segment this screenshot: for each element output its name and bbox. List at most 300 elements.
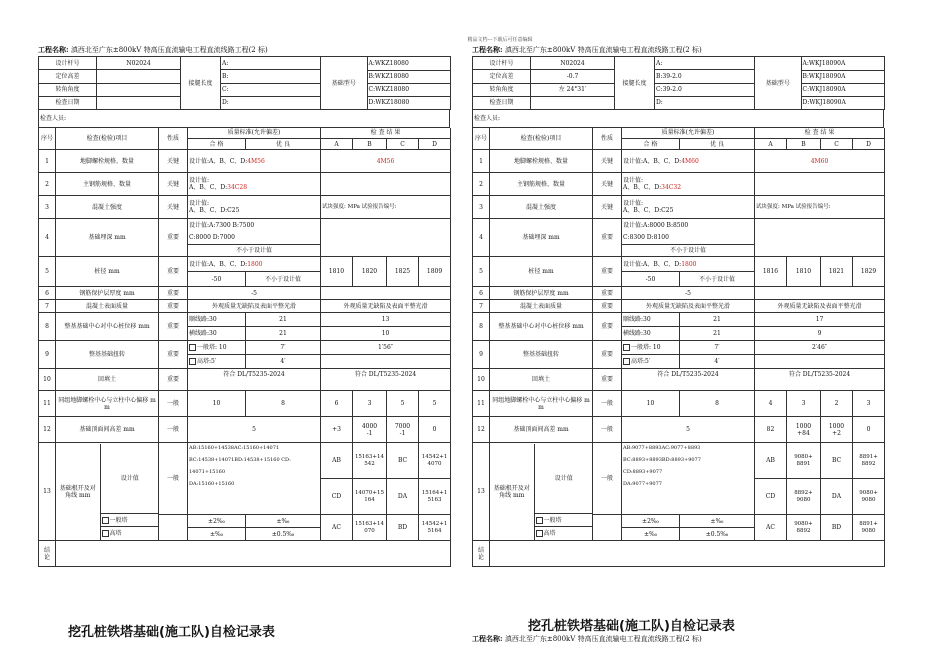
type-d: D:WKJ18090A — [802, 99, 846, 107]
row12-result-d: 0 — [853, 417, 885, 443]
row13-no: 13 — [473, 443, 490, 541]
row8-no: 8 — [39, 313, 56, 341]
watermark-text: 精品文档---下载后可任意编辑 — [467, 37, 533, 43]
row1-result: 4M56 — [321, 150, 451, 173]
row2-result — [755, 173, 885, 196]
label-check-date: 检查日期 — [39, 96, 97, 109]
row13-bd-label: BD — [821, 515, 853, 541]
row13-ab-label: AB — [755, 443, 787, 479]
row5-qualified: -50 — [622, 272, 680, 287]
row4-item: 基础埋深 mm — [490, 219, 593, 257]
foundation-type-cell — [321, 57, 451, 110]
row13-item-inner — [490, 444, 593, 540]
row9-high-label: 高塔:5′ — [631, 358, 651, 365]
label-inspector: 检查人员: — [473, 110, 884, 127]
row11-result-b: 3 — [353, 391, 387, 417]
row12-result-a: 82 — [755, 417, 787, 443]
checkbox-icon[interactable] — [536, 530, 543, 537]
foundation-type-inner — [321, 57, 451, 109]
row3-nature: 关键 — [593, 196, 622, 219]
row9-normal-excellent: 7′ — [246, 341, 321, 355]
row3-item: 混凝土强度 — [490, 196, 593, 219]
row12-nature: 一般 — [593, 417, 622, 443]
row9-high-excellent: 4′ — [246, 355, 321, 369]
row7-nature: 重要 — [159, 300, 188, 313]
row3-item: 混凝土强度 — [56, 196, 159, 219]
row12-nature: 一般 — [159, 417, 188, 443]
type-d: D:WKZ18080 — [368, 99, 410, 107]
row9-high-label: 高塔:5′ — [197, 358, 217, 365]
row10-nature: 重要 — [593, 369, 622, 391]
row13-bc-value: 14542+1 4070 — [419, 443, 451, 479]
row5-excellent: 不小于设计值 — [246, 272, 321, 287]
row6-result — [755, 287, 885, 300]
row13-item: 基础根开及对角线 mm — [56, 444, 100, 540]
row4-nature: 重要 — [593, 219, 622, 257]
row10-item: 回填土 — [490, 369, 593, 391]
row2-no: 2 — [39, 173, 56, 196]
row6-no: 6 — [473, 287, 490, 300]
row4-item: 基础埋深 mm — [56, 219, 159, 257]
row1-nature: 关键 — [159, 150, 188, 173]
row12-no: 12 — [473, 417, 490, 443]
row2-nature: 关键 — [159, 173, 188, 196]
row13-da-label: DA — [821, 479, 853, 515]
value-angle: 左 24°31′ — [531, 83, 615, 96]
label-position-elev: 定位高差 — [39, 70, 97, 83]
row5-design-label: 设计值:A、B、C、D: — [189, 260, 248, 268]
head-b: B — [787, 139, 821, 150]
inspection-sheet-right — [472, 44, 884, 567]
row4-design-line1: 设计值:A:7300 B:7500 — [188, 219, 321, 232]
row1-no: 1 — [473, 150, 490, 173]
row8-item: 整基基础中心对中心桩位移 mm — [56, 313, 159, 341]
row1-standard — [188, 150, 321, 173]
row4-standard: 不小于设计值 — [622, 245, 755, 257]
row1-standard — [622, 150, 755, 173]
row9-high-qualified — [622, 355, 680, 369]
row12-result-d: 0 — [419, 417, 451, 443]
label-check-date: 检查日期 — [473, 96, 531, 109]
row4-standard: 不小于设计值 — [188, 245, 321, 257]
row3-standard — [188, 196, 321, 219]
row7-nature: 重要 — [593, 300, 622, 313]
row11-result-b: 3 — [787, 391, 821, 417]
inspection-table-header — [472, 56, 885, 110]
checkbox-icon[interactable] — [189, 344, 196, 351]
row1-item: 地脚螺栓规格、数量 — [490, 150, 593, 173]
row11-result-d: 5 — [419, 391, 451, 417]
form-title-left: 挖孔桩铁塔基础(施工队)自检记录表 — [68, 625, 275, 640]
project-name: 滇西北至广东±800kV 特高压直流输电工程直流线路工程(2 标) — [70, 46, 268, 54]
type-a: A:WKJ18090A — [801, 57, 885, 70]
row13-nature: 一般 — [159, 443, 188, 515]
inspection-table-body — [472, 128, 885, 568]
checkbox-icon[interactable] — [536, 517, 543, 524]
row6-nature: 重要 — [593, 287, 622, 300]
row13-cd-label: CD — [321, 479, 353, 515]
row4-result — [321, 219, 451, 257]
row7-item: 混凝土表面质量 — [56, 300, 159, 313]
row2-design-label: 设计值: — [623, 177, 644, 184]
checkbox-icon[interactable] — [102, 517, 109, 524]
row3-design-label: 设计值: — [189, 200, 210, 207]
row3-result: 试块强度: MPa 试验报告编号: — [755, 196, 885, 219]
head-c: C — [387, 139, 419, 150]
form-title-right: 挖孔桩铁塔基础(施工队)自检记录表 — [528, 619, 735, 634]
row11-excellent: 8 — [246, 391, 321, 417]
row6-nature: 重要 — [159, 287, 188, 300]
row8-across-excellent: 21 — [680, 327, 755, 341]
row1-result: 4M60 — [755, 150, 885, 173]
head-item: 检查(检验)项目 — [56, 128, 159, 150]
row9-high-excellent: 4′ — [680, 355, 755, 369]
row5-design — [188, 257, 321, 272]
label-foundation-type: 基础型号 — [321, 57, 367, 109]
row2-design-label: 设计值: — [189, 177, 210, 184]
row11-result-a: 6 — [321, 391, 353, 417]
row9-nature: 重要 — [159, 341, 188, 369]
row13-ac-label: AC — [321, 515, 353, 541]
bottom-project-line — [472, 634, 702, 644]
row13-normal-excellent: ±‰ — [246, 515, 321, 528]
row2-design-abcd: A、B、C、D: — [623, 184, 662, 191]
head-excellent: 优 良 — [246, 139, 321, 150]
row13-high-excellent: ±0.5‰ — [246, 528, 321, 541]
conclusion-label: 结 论 — [473, 541, 490, 567]
conclusion-value — [490, 541, 885, 567]
row5-result-a: 1816 — [755, 257, 787, 287]
row3-nature: 关键 — [159, 196, 188, 219]
row13-normal-label: 一般塔 — [543, 516, 562, 524]
type-b: B:WKZ18080 — [367, 70, 451, 83]
row7-result: 外观质量无缺陷及表面平整光滑 — [755, 300, 885, 313]
row13-high-qualified: ±‰ — [188, 528, 246, 541]
value-pile-no: N02024 — [97, 57, 181, 70]
row10-item: 回填土 — [56, 369, 159, 391]
row5-design-value: 1800 — [247, 260, 263, 268]
label-turn-angle: 转角角度 — [473, 83, 531, 96]
head-nature: 性质 — [159, 128, 188, 150]
row2-result — [321, 173, 451, 196]
row10-nature: 重要 — [159, 369, 188, 391]
head-qualified: 合 格 — [188, 139, 246, 150]
row7-standard: 外观质量无缺陷及表面平整光滑 — [622, 300, 755, 313]
row2-standard — [622, 173, 755, 196]
row5-no: 5 — [39, 257, 56, 287]
row9-nature: 重要 — [593, 341, 622, 369]
row6-no: 6 — [39, 287, 56, 300]
value-elev — [97, 70, 181, 83]
row5-result-b: 1820 — [353, 257, 387, 287]
leg-c: C: — [221, 83, 321, 96]
row12-item: 基础顶面间高差 mm — [56, 417, 159, 443]
checkbox-icon[interactable] — [102, 530, 109, 537]
row13-cd-value: 14070+15 164 — [353, 479, 387, 515]
row11-result-a: 4 — [755, 391, 787, 417]
label-inspector: 检查人员: — [39, 110, 450, 127]
bottom-project-label: 工程名称: — [472, 634, 503, 643]
head-a: A — [321, 139, 353, 150]
row13-normal-tower — [100, 514, 159, 527]
head-excellent: 优 良 — [680, 139, 755, 150]
row9-normal-qualified — [188, 341, 246, 355]
row4-nature: 重要 — [159, 219, 188, 257]
row9-item: 整基基础扭转 — [56, 341, 159, 369]
row3-standard — [622, 196, 755, 219]
row4-no: 4 — [39, 219, 56, 257]
row11-no: 11 — [473, 391, 490, 417]
type-b: B:WKJ18090A — [801, 70, 885, 83]
row11-item: 同组地脚螺栓中心与立柱中心偏移 mm — [490, 391, 593, 417]
row12-standard: 5 — [622, 417, 755, 443]
row13-high-label: 高塔 — [543, 529, 556, 537]
row13-normal-tower — [534, 514, 593, 527]
label-foundation-type: 基础型号 — [755, 57, 801, 109]
row9-high-result — [755, 355, 885, 369]
row13-design-values: AB:15160+14538AC:15160+14071 BC:14538+14071BD:14538+15160 CD: 14071+15160 DA:15160+15160 — [188, 443, 321, 515]
project-name: 滇西北至广东±800kV 特高压直流输电工程直流线路工程(2 标) — [504, 46, 702, 54]
row3-design-value: A、B、C、D:C25 — [189, 207, 240, 214]
row11-qualified: 10 — [622, 391, 680, 417]
row5-item: 桩径 mm — [56, 257, 159, 287]
row10-result: 符合 DL/T5235-2024 — [321, 369, 451, 391]
row13-normal-qualified: ±2‰ — [622, 515, 680, 528]
row13-da-value: 9080+ 9080 — [853, 479, 885, 515]
row12-result-c: 7000 -1 — [387, 417, 419, 443]
label-leg-length: 接腿长度 — [181, 57, 221, 110]
project-label: 工程名称: — [38, 45, 69, 54]
conclusion-value — [56, 541, 451, 567]
inspector-row — [472, 110, 884, 128]
head-c: C — [821, 139, 853, 150]
row8-along-excellent: 21 — [680, 313, 755, 327]
row10-standard: 符合 DL/T5235-2024 — [622, 369, 755, 391]
row8-along-result: 17 — [755, 313, 885, 327]
inspection-sheet-left — [38, 44, 450, 567]
row13-bd-label: BD — [387, 515, 419, 541]
row13-bc-value: 8891+ 8892 — [853, 443, 885, 479]
checkbox-icon[interactable] — [623, 344, 630, 351]
row4-design-line1: 设计值:A:8000 B:8500 — [622, 219, 755, 232]
row12-result-a: +3 — [321, 417, 353, 443]
row12-item: 基础顶面间高差 mm — [490, 417, 593, 443]
row11-result-c: 2 — [821, 391, 853, 417]
foundation-type-inner — [755, 57, 885, 109]
project-label: 工程名称: — [472, 45, 503, 54]
row13-high-qualified: ±‰ — [622, 528, 680, 541]
head-nature: 性质 — [593, 128, 622, 150]
row9-no: 9 — [39, 341, 56, 369]
row13-no: 13 — [39, 443, 56, 541]
row11-item: 同组地脚螺栓中心与立柱中心偏移 mm — [56, 391, 159, 417]
head-a: A — [755, 139, 787, 150]
row13-da-label: DA — [387, 479, 419, 515]
row3-design-value: A、B、C、D:C25 — [623, 207, 674, 214]
row6-standard: -5 — [622, 287, 755, 300]
row5-no: 5 — [473, 257, 490, 287]
head-seq: 序号 — [473, 128, 490, 150]
head-item: 检查(检验)项目 — [490, 128, 593, 150]
row8-across-qualified: 横线路:30 — [622, 327, 680, 341]
row8-along-qualified: 顺线路:30 — [188, 313, 246, 327]
inspection-table-body — [38, 128, 451, 568]
head-standard: 质量标准(允许偏差) — [622, 128, 755, 139]
leg-d: D: — [655, 96, 755, 109]
row10-standard: 符合 DL/T5235-2024 — [188, 369, 321, 391]
row8-across-result: 9 — [755, 327, 885, 341]
row13-ac-label: AC — [755, 515, 787, 541]
head-d: D — [853, 139, 885, 150]
row2-design-abcd: A、B、C、D: — [189, 184, 228, 191]
row9-item: 整基基础扭转 — [490, 341, 593, 369]
row5-excellent: 不小于设计值 — [680, 272, 755, 287]
row13-da-value: 15164+1 5163 — [419, 479, 451, 515]
head-results: 检 查 结 果 — [755, 128, 885, 139]
project-line — [38, 44, 450, 56]
type-a: A:WKZ18080 — [367, 57, 451, 70]
row10-no: 10 — [473, 369, 490, 391]
row3-design-label: 设计值: — [623, 200, 644, 207]
foundation-type-cell — [755, 57, 885, 110]
row8-along-excellent: 21 — [246, 313, 321, 327]
row13-item: 基础根开及对角线 mm — [490, 444, 534, 540]
row7-result: 外观质量无缺陷及表面平整光滑 — [321, 300, 451, 313]
project-line — [472, 44, 884, 56]
label-turn-angle: 转角角度 — [39, 83, 97, 96]
leg-d: D: — [221, 96, 321, 109]
label-leg-length: 接腿长度 — [615, 57, 655, 110]
row12-result-c: 1000 +2 — [821, 417, 853, 443]
label-design-pile: 设计杆号 — [39, 57, 97, 70]
row9-normal-excellent: 7′ — [680, 341, 755, 355]
row3-result: 试块强度: MPa 试验报告编号: — [321, 196, 451, 219]
row13-item-inner — [56, 444, 159, 540]
row13-high-label: 高塔 — [109, 529, 122, 537]
row10-no: 10 — [39, 369, 56, 391]
row13-normal-label: 一般塔 — [109, 516, 128, 524]
row5-result-c: 1825 — [387, 257, 419, 287]
row6-item: 钢筋保护层厚度 mm — [490, 287, 593, 300]
type-c: C:WKZ18080 — [367, 83, 451, 96]
row2-design-value: 34C32 — [661, 184, 682, 191]
row13-nature-blank — [159, 515, 188, 541]
inspector-row — [38, 110, 450, 128]
row5-qualified: -50 — [188, 272, 246, 287]
row9-result: 2′46″ — [755, 341, 885, 355]
row1-design-label: 设计值:A、B、C、D: — [189, 157, 248, 165]
conclusion-label: 结 论 — [39, 541, 56, 567]
row6-result — [321, 287, 451, 300]
row13-bc-label: BC — [387, 443, 419, 479]
leg-a: A: — [655, 57, 755, 70]
row13-high-tower — [100, 527, 159, 540]
row4-no: 4 — [473, 219, 490, 257]
row8-across-result: 10 — [321, 327, 451, 341]
row1-item: 地脚螺栓规格、数量 — [56, 150, 159, 173]
row5-result-d: 1829 — [853, 257, 885, 287]
row2-design-value: 34C28 — [227, 184, 248, 191]
row13-bd-value: 14542+1 5164 — [419, 515, 451, 541]
row13-ab-label: AB — [321, 443, 353, 479]
row6-standard: -5 — [188, 287, 321, 300]
row9-normal-label: 一般塔: 10 — [197, 344, 227, 351]
row9-no: 9 — [473, 341, 490, 369]
row4-design-line2: C:8000 D:7000 — [188, 232, 321, 245]
row11-result-d: 3 — [853, 391, 885, 417]
row5-design-value: 1800 — [681, 260, 697, 268]
row13-item-cell — [56, 443, 159, 541]
head-b: B — [353, 139, 387, 150]
checkbox-icon[interactable] — [623, 358, 630, 365]
row9-normal-label: 一般塔: 10 — [631, 344, 661, 351]
type-c: C:WKJ18090A — [801, 83, 885, 96]
row13-ac-value: 15163+14 070 — [353, 515, 387, 541]
row13-design-label: 设计值 — [534, 444, 593, 514]
row8-nature: 重要 — [159, 313, 188, 341]
row5-item: 桩径 mm — [490, 257, 593, 287]
row13-ab-value: 15163+14 542 — [353, 443, 387, 479]
row4-design-line2: C:8300 D:8100 — [622, 232, 755, 245]
row11-nature: 一般 — [593, 391, 622, 417]
row13-item-cell — [490, 443, 593, 541]
head-d: D — [419, 139, 451, 150]
row9-result: 1′56″ — [321, 341, 451, 355]
row5-nature: 重要 — [159, 257, 188, 287]
leg-c: C:39-2.0 — [655, 83, 755, 96]
head-standard: 质量标准(允许偏差) — [188, 128, 321, 139]
head-seq: 序号 — [39, 128, 56, 150]
row13-cd-value: 8892+ 9080 — [787, 479, 821, 515]
row8-nature: 重要 — [593, 313, 622, 341]
row9-normal-qualified — [622, 341, 680, 355]
head-qualified: 合 格 — [622, 139, 680, 150]
row13-nature: 一般 — [593, 443, 622, 515]
row2-nature: 关键 — [593, 173, 622, 196]
row7-no: 7 — [39, 300, 56, 313]
head-results: 检 查 结 果 — [321, 128, 451, 139]
row1-design-value: 4M56 — [247, 157, 265, 165]
row13-ab-value: 9080+ 8891 — [787, 443, 821, 479]
row11-no: 11 — [39, 391, 56, 417]
row5-result-c: 1821 — [821, 257, 853, 287]
row5-result-d: 1809 — [419, 257, 451, 287]
row5-design — [622, 257, 755, 272]
row13-normal-qualified: ±2‰ — [188, 515, 246, 528]
row1-design-label: 设计值:A、B、C、D: — [623, 157, 682, 165]
row10-result: 符合 DL/T5235-2024 — [755, 369, 885, 391]
row2-item: 主钢筋规格、数量 — [490, 173, 593, 196]
row13-ac-value: 9080+ 8892 — [787, 515, 821, 541]
row7-item: 混凝土表面质量 — [490, 300, 593, 313]
row9-high-qualified — [188, 355, 246, 369]
row5-design-label: 设计值:A、B、C、D: — [623, 260, 682, 268]
row4-result — [755, 219, 885, 257]
row8-no: 8 — [473, 313, 490, 341]
value-angle — [97, 83, 181, 96]
row8-along-result: 13 — [321, 313, 451, 327]
row11-nature: 一般 — [159, 391, 188, 417]
row5-result-a: 1810 — [321, 257, 353, 287]
leg-b: B:39-2.0 — [655, 70, 755, 83]
label-design-pile: 设计杆号 — [473, 57, 531, 70]
row1-no: 1 — [39, 150, 56, 173]
checkbox-icon[interactable] — [189, 358, 196, 365]
row2-item: 主钢筋规格、数量 — [56, 173, 159, 196]
row2-standard — [188, 173, 321, 196]
row12-standard: 5 — [188, 417, 321, 443]
row8-item: 整基基础中心对中心桩位移 mm — [490, 313, 593, 341]
